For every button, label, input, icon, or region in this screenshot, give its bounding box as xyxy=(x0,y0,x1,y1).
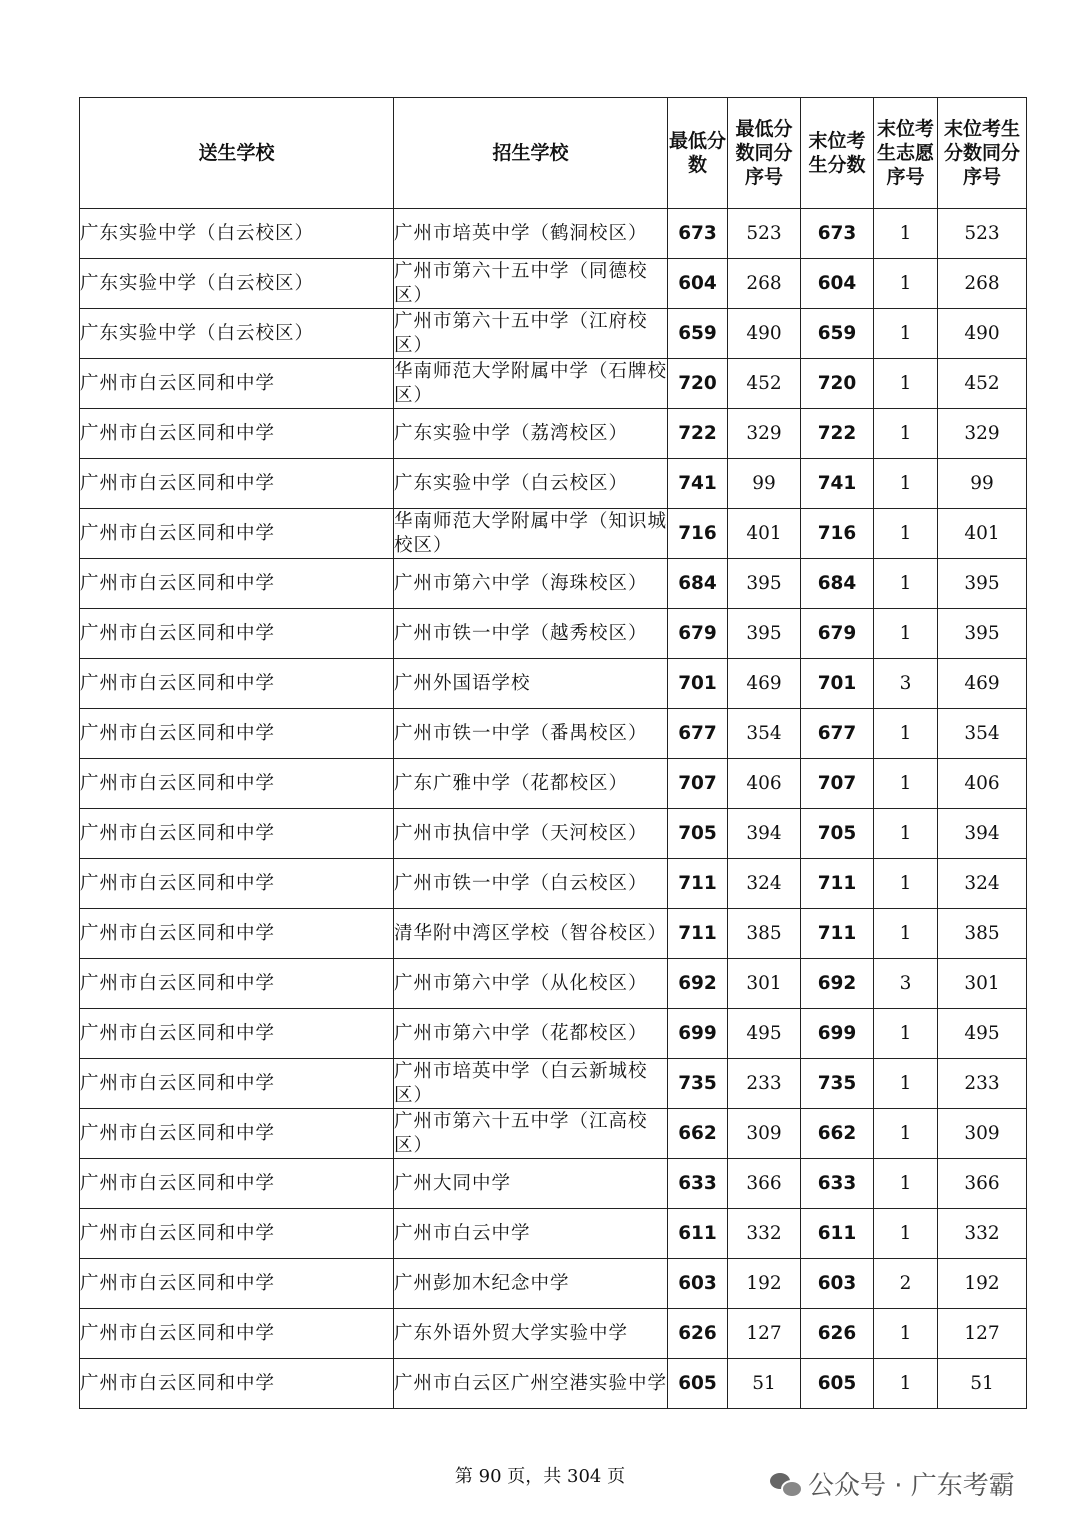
cell-send-school: 广州市白云区同和中学 xyxy=(80,1359,394,1409)
cell-last-rank: 233 xyxy=(938,1059,1027,1109)
cell-min-score: 677 xyxy=(668,709,728,759)
cell-last-rank: 329 xyxy=(938,409,1027,459)
cell-min-score-rank: 490 xyxy=(728,309,801,359)
cell-recv-school: 广州市培英中学（白云新城校区） xyxy=(394,1059,668,1109)
header-send-school: 送生学校 xyxy=(80,98,394,209)
cell-last-score: 677 xyxy=(801,709,874,759)
cell-last-score: 701 xyxy=(801,659,874,709)
cell-send-school: 广州市白云区同和中学 xyxy=(80,1159,394,1209)
cell-min-score: 603 xyxy=(668,1259,728,1309)
table-row xyxy=(80,359,1027,409)
table-row xyxy=(80,309,1027,359)
cell-min-score: 604 xyxy=(668,259,728,309)
header-last-rank: 末位考生分数同分序号 xyxy=(938,98,1027,209)
cell-recv-school: 华南师范大学附属中学（知识城校区） xyxy=(394,509,668,559)
cell-recv-school: 广东广雅中学（花都校区） xyxy=(394,759,668,809)
watermark-text: 公众号 · 广东考霸 xyxy=(808,1471,1015,1501)
cell-send-school: 广州市白云区同和中学 xyxy=(80,1059,394,1109)
cell-last-score: 716 xyxy=(801,509,874,559)
cell-last-score: 722 xyxy=(801,409,874,459)
cell-min-score-rank: 329 xyxy=(728,409,801,459)
cell-last-pref: 1 xyxy=(874,709,938,759)
cell-recv-school: 广州市白云区广州空港实验中学 xyxy=(394,1359,668,1409)
cell-last-rank: 495 xyxy=(938,1009,1027,1059)
cell-last-score: 741 xyxy=(801,459,874,509)
cell-send-school: 广州市白云区同和中学 xyxy=(80,1209,394,1259)
table-row xyxy=(80,1309,1027,1359)
cell-last-rank: 469 xyxy=(938,659,1027,709)
cell-min-score-rank: 99 xyxy=(728,459,801,509)
table-row xyxy=(80,509,1027,559)
cell-last-pref: 1 xyxy=(874,509,938,559)
cell-min-score-rank: 192 xyxy=(728,1259,801,1309)
table-row xyxy=(80,909,1027,959)
table-row xyxy=(80,709,1027,759)
cell-recv-school: 广州彭加木纪念中学 xyxy=(394,1259,668,1309)
cell-last-rank: 394 xyxy=(938,809,1027,859)
cell-last-rank: 324 xyxy=(938,859,1027,909)
cell-min-score-rank: 406 xyxy=(728,759,801,809)
cell-min-score: 699 xyxy=(668,1009,728,1059)
table-row xyxy=(80,209,1027,259)
cell-last-score: 662 xyxy=(801,1109,874,1159)
cell-send-school: 广州市白云区同和中学 xyxy=(80,609,394,659)
cell-last-pref: 1 xyxy=(874,1009,938,1059)
cell-last-rank: 127 xyxy=(938,1309,1027,1359)
cell-last-score: 711 xyxy=(801,859,874,909)
table-row xyxy=(80,809,1027,859)
header-min-score: 最低分数 xyxy=(668,98,728,209)
cell-min-score-rank: 395 xyxy=(728,609,801,659)
cell-min-score: 673 xyxy=(668,209,728,259)
cell-min-score: 662 xyxy=(668,1109,728,1159)
cell-min-score-rank: 495 xyxy=(728,1009,801,1059)
cell-last-pref: 1 xyxy=(874,1309,938,1359)
cell-min-score-rank: 401 xyxy=(728,509,801,559)
cell-send-school: 广东实验中学（白云校区） xyxy=(80,209,394,259)
cell-recv-school: 广州市铁一中学（越秀校区） xyxy=(394,609,668,659)
cell-recv-school: 广州市铁一中学（番禺校区） xyxy=(394,709,668,759)
table-row xyxy=(80,1259,1027,1309)
table-row xyxy=(80,1209,1027,1259)
table-row xyxy=(80,609,1027,659)
watermark xyxy=(770,1465,1015,1502)
cell-last-score: 679 xyxy=(801,609,874,659)
cell-last-score: 605 xyxy=(801,1359,874,1409)
cell-last-score: 735 xyxy=(801,1059,874,1109)
table-row xyxy=(80,559,1027,609)
cell-last-pref: 1 xyxy=(874,259,938,309)
cell-recv-school: 广东实验中学（白云校区） xyxy=(394,459,668,509)
cell-min-score: 741 xyxy=(668,459,728,509)
table-row xyxy=(80,759,1027,809)
cell-send-school: 广州市白云区同和中学 xyxy=(80,909,394,959)
cell-last-rank: 354 xyxy=(938,709,1027,759)
cell-recv-school: 广州市培英中学（鹤洞校区） xyxy=(394,209,668,259)
cell-last-pref: 1 xyxy=(874,1109,938,1159)
cell-last-pref: 1 xyxy=(874,809,938,859)
table-row xyxy=(80,1159,1027,1209)
cell-last-pref: 1 xyxy=(874,909,938,959)
cell-min-score: 611 xyxy=(668,1209,728,1259)
cell-min-score: 659 xyxy=(668,309,728,359)
cell-last-rank: 401 xyxy=(938,509,1027,559)
cell-last-score: 707 xyxy=(801,759,874,809)
cell-recv-school: 广州市第六中学（花都校区） xyxy=(394,1009,668,1059)
cell-min-score-rank: 51 xyxy=(728,1359,801,1409)
cell-last-score: 659 xyxy=(801,309,874,359)
table-row xyxy=(80,659,1027,709)
cell-recv-school: 广州外国语学校 xyxy=(394,659,668,709)
cell-min-score: 626 xyxy=(668,1309,728,1359)
cell-last-rank: 268 xyxy=(938,259,1027,309)
cell-last-pref: 1 xyxy=(874,609,938,659)
cell-min-score-rank: 127 xyxy=(728,1309,801,1359)
cell-last-rank: 523 xyxy=(938,209,1027,259)
cell-send-school: 广州市白云区同和中学 xyxy=(80,509,394,559)
header-min-score-rank: 最低分数同分序号 xyxy=(728,98,801,209)
cell-last-pref: 1 xyxy=(874,1059,938,1109)
cell-last-score: 603 xyxy=(801,1259,874,1309)
cell-send-school: 广州市白云区同和中学 xyxy=(80,859,394,909)
cell-min-score: 605 xyxy=(668,1359,728,1409)
cell-last-pref: 1 xyxy=(874,859,938,909)
cell-last-score: 604 xyxy=(801,259,874,309)
cell-min-score: 735 xyxy=(668,1059,728,1109)
cell-min-score: 720 xyxy=(668,359,728,409)
table-row xyxy=(80,259,1027,309)
table-body xyxy=(80,209,1027,1409)
cell-recv-school: 广州市第六中学（从化校区） xyxy=(394,959,668,1009)
cell-send-school: 广州市白云区同和中学 xyxy=(80,1009,394,1059)
table-row xyxy=(80,1359,1027,1409)
cell-min-score-rank: 332 xyxy=(728,1209,801,1259)
cell-last-rank: 395 xyxy=(938,559,1027,609)
cell-recv-school: 广州大同中学 xyxy=(394,1159,668,1209)
cell-last-pref: 1 xyxy=(874,1159,938,1209)
cell-last-score: 611 xyxy=(801,1209,874,1259)
cell-send-school: 广东实验中学（白云校区） xyxy=(80,309,394,359)
cell-last-rank: 332 xyxy=(938,1209,1027,1259)
header-last-pref: 末位考生志愿序号 xyxy=(874,98,938,209)
table-header-row xyxy=(80,98,1027,209)
cell-min-score-rank: 324 xyxy=(728,859,801,909)
cell-last-rank: 51 xyxy=(938,1359,1027,1409)
wechat-icon xyxy=(770,1471,800,1497)
cell-send-school: 广州市白云区同和中学 xyxy=(80,409,394,459)
admission-score-table xyxy=(79,97,1027,1409)
table-row xyxy=(80,859,1027,909)
cell-last-pref: 2 xyxy=(874,1259,938,1309)
cell-last-score: 720 xyxy=(801,359,874,409)
cell-send-school: 广东实验中学（白云校区） xyxy=(80,259,394,309)
cell-send-school: 广州市白云区同和中学 xyxy=(80,559,394,609)
cell-last-score: 673 xyxy=(801,209,874,259)
cell-min-score: 716 xyxy=(668,509,728,559)
table-row xyxy=(80,1109,1027,1159)
cell-last-score: 705 xyxy=(801,809,874,859)
cell-last-pref: 1 xyxy=(874,309,938,359)
cell-min-score: 684 xyxy=(668,559,728,609)
cell-send-school: 广州市白云区同和中学 xyxy=(80,359,394,409)
table-row xyxy=(80,959,1027,1009)
cell-min-score-rank: 394 xyxy=(728,809,801,859)
cell-min-score-rank: 452 xyxy=(728,359,801,409)
cell-min-score-rank: 309 xyxy=(728,1109,801,1159)
cell-last-rank: 192 xyxy=(938,1259,1027,1309)
cell-min-score-rank: 301 xyxy=(728,959,801,1009)
cell-min-score: 692 xyxy=(668,959,728,1009)
cell-last-score: 711 xyxy=(801,909,874,959)
cell-min-score: 633 xyxy=(668,1159,728,1209)
cell-min-score-rank: 233 xyxy=(728,1059,801,1109)
cell-recv-school: 广州市第六十五中学（江高校区） xyxy=(394,1109,668,1159)
cell-send-school: 广州市白云区同和中学 xyxy=(80,459,394,509)
cell-send-school: 广州市白云区同和中学 xyxy=(80,1309,394,1359)
cell-min-score-rank: 469 xyxy=(728,659,801,709)
table-row xyxy=(80,1009,1027,1059)
cell-send-school: 广州市白云区同和中学 xyxy=(80,759,394,809)
cell-recv-school: 清华附中湾区学校（智谷校区） xyxy=(394,909,668,959)
cell-min-score-rank: 385 xyxy=(728,909,801,959)
table-row xyxy=(80,1059,1027,1109)
cell-min-score: 711 xyxy=(668,859,728,909)
cell-recv-school: 广州市第六十五中学（同德校区） xyxy=(394,259,668,309)
cell-last-score: 684 xyxy=(801,559,874,609)
cell-recv-school: 华南师范大学附属中学（石牌校区） xyxy=(394,359,668,409)
cell-last-pref: 1 xyxy=(874,359,938,409)
cell-min-score-rank: 354 xyxy=(728,709,801,759)
cell-last-rank: 406 xyxy=(938,759,1027,809)
cell-min-score: 707 xyxy=(668,759,728,809)
cell-min-score-rank: 366 xyxy=(728,1159,801,1209)
cell-last-score: 626 xyxy=(801,1309,874,1359)
cell-last-pref: 3 xyxy=(874,959,938,1009)
cell-send-school: 广州市白云区同和中学 xyxy=(80,959,394,1009)
cell-last-rank: 452 xyxy=(938,359,1027,409)
cell-send-school: 广州市白云区同和中学 xyxy=(80,709,394,759)
cell-last-pref: 1 xyxy=(874,759,938,809)
header-last-score: 末位考生分数 xyxy=(801,98,874,209)
cell-last-rank: 490 xyxy=(938,309,1027,359)
cell-recv-school: 广东实验中学（荔湾校区） xyxy=(394,409,668,459)
cell-send-school: 广州市白云区同和中学 xyxy=(80,659,394,709)
page-number: 第 90 页，共 304 页 xyxy=(454,1466,626,1487)
cell-recv-school: 广州市第六中学（海珠校区） xyxy=(394,559,668,609)
cell-last-pref: 1 xyxy=(874,1209,938,1259)
cell-min-score: 722 xyxy=(668,409,728,459)
cell-min-score-rank: 523 xyxy=(728,209,801,259)
cell-last-pref: 1 xyxy=(874,1359,938,1409)
cell-recv-school: 广州市铁一中学（白云校区） xyxy=(394,859,668,909)
cell-last-rank: 366 xyxy=(938,1159,1027,1209)
cell-last-rank: 395 xyxy=(938,609,1027,659)
cell-last-score: 633 xyxy=(801,1159,874,1209)
cell-send-school: 广州市白云区同和中学 xyxy=(80,809,394,859)
cell-last-score: 699 xyxy=(801,1009,874,1059)
cell-last-score: 692 xyxy=(801,959,874,1009)
cell-recv-school: 广东外语外贸大学实验中学 xyxy=(394,1309,668,1359)
cell-min-score-rank: 395 xyxy=(728,559,801,609)
cell-last-pref: 3 xyxy=(874,659,938,709)
table-row xyxy=(80,459,1027,509)
cell-recv-school: 广州市第六十五中学（江府校区） xyxy=(394,309,668,359)
cell-min-score: 705 xyxy=(668,809,728,859)
cell-last-pref: 1 xyxy=(874,459,938,509)
cell-last-rank: 385 xyxy=(938,909,1027,959)
cell-last-pref: 1 xyxy=(874,409,938,459)
cell-last-rank: 309 xyxy=(938,1109,1027,1159)
header-recv-school: 招生学校 xyxy=(394,98,668,209)
cell-min-score-rank: 268 xyxy=(728,259,801,309)
cell-last-pref: 1 xyxy=(874,209,938,259)
cell-recv-school: 广州市执信中学（天河校区） xyxy=(394,809,668,859)
cell-last-rank: 301 xyxy=(938,959,1027,1009)
cell-min-score: 711 xyxy=(668,909,728,959)
cell-min-score: 679 xyxy=(668,609,728,659)
cell-last-pref: 1 xyxy=(874,559,938,609)
cell-min-score: 701 xyxy=(668,659,728,709)
table-row xyxy=(80,409,1027,459)
cell-recv-school: 广州市白云中学 xyxy=(394,1209,668,1259)
cell-send-school: 广州市白云区同和中学 xyxy=(80,1259,394,1309)
cell-last-rank: 99 xyxy=(938,459,1027,509)
cell-send-school: 广州市白云区同和中学 xyxy=(80,1109,394,1159)
